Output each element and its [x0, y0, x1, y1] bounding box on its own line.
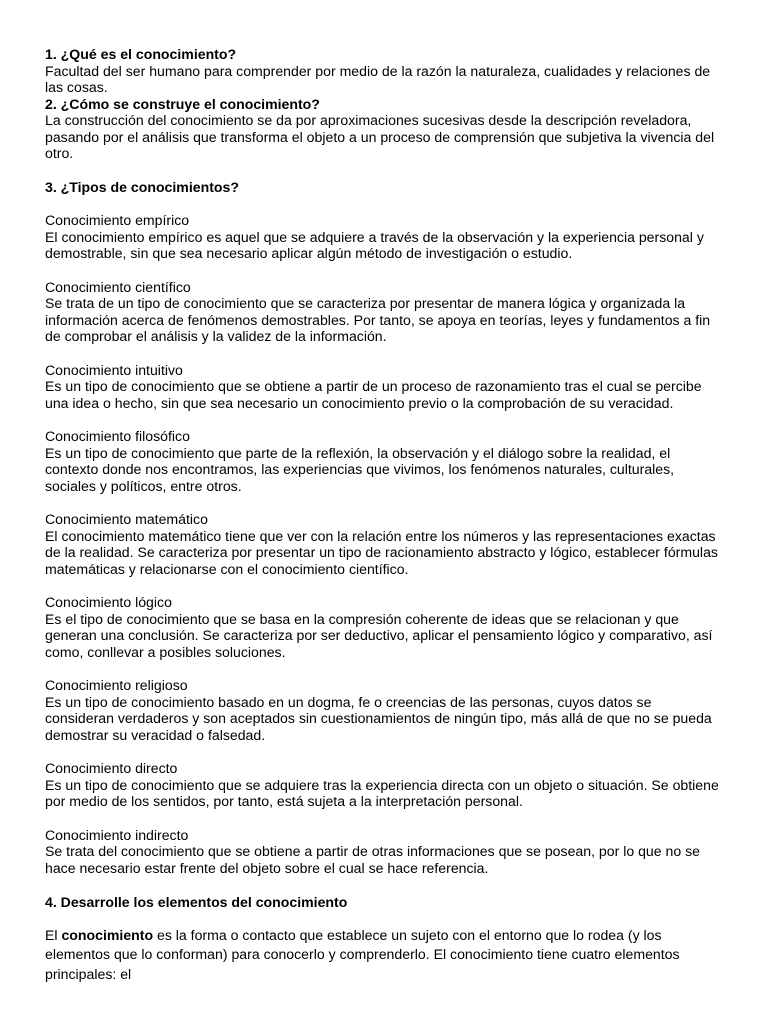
- knowledge-type-name: Conocimiento matemático: [45, 511, 208, 527]
- knowledge-type-name: Conocimiento empírico: [45, 212, 190, 228]
- intro-rest: es la forma o contacto que establece un sujeto con el entorno que lo rodea (y los elementos que lo conforman) para conocerlo y comprenderlo. El conocimiento tiene cuatro elementos principales: el: [45, 926, 680, 982]
- knowledge-type-description: Se trata de un tipo de conocimiento que se caracteriza por presentar de manera lógica y organizada la información acerca de fenómenos demostrables. Por tanto, se apoya en teorías, leyes y fundamentos a fin de comprobar el análisis y la validez de la información.: [45, 295, 711, 344]
- knowledge-type-name: Conocimiento filosófico: [45, 428, 190, 444]
- knowledge-type-religioso: [45, 677, 724, 743]
- knowledge-type-description: Es un tipo de conocimiento que se adquiere tras la experiencia directa con un objeto o situación. Se obtiene por medio de los sentidos, por tanto, está sujeta a la interpretación personal.: [45, 776, 719, 809]
- knowledge-type-description: Es un tipo de conocimiento que parte de la reflexión, la observación y el diálogo sobre la realidad, el contexto donde nos encontramos, las experiencias que vivimos, los fenómenos naturales, culturales, sociales y políticos, entre otros.: [45, 444, 675, 494]
- knowledge-type-description: Es el tipo de conocimiento que se basa en la compresión coherente de ideas que se relacionan y que generan una conclusión. Se caracteriza por ser deductivo, aplicar el pensamiento lógico y comparativo, así como, conllevar a posibles soluciones.: [45, 610, 713, 660]
- knowledge-type-description: Es un tipo de conocimiento basado en un dogma, fe o creencias de las personas, cuyos datos se consideran verdaderos y son aceptados sin cuestionamientos de ningún tipo, más allá de que no se pueda demostrar su veracidad o falsedad.: [45, 693, 712, 743]
- question-4-title: 4. Desarrolle los elementos del conocimiento: [45, 894, 348, 910]
- knowledge-type-logico: [45, 594, 724, 660]
- question-3-title: 3. ¿Tipos de conocimientos?: [45, 178, 239, 195]
- question-1-title: 1. ¿Qué es el conocimiento?: [45, 46, 237, 62]
- knowledge-type-filosofico: [45, 428, 724, 494]
- knowledge-type-name: Conocimiento científico: [45, 278, 191, 295]
- question-2-title: 2. ¿Cómo se construye el conocimiento?: [45, 95, 320, 112]
- intro-bold-term: conocimiento: [61, 926, 154, 943]
- knowledge-type-description: El conocimiento matemático tiene que ver con la relación entre los números y las representaciones exactas de la realidad. Se caracteriza por presentar un tipo de racionamiento abstracto y lógico, establecer fórmulas matemáticas y relacionarse con el conocimiento científico.: [45, 527, 718, 577]
- knowledge-type-name: Conocimiento religioso: [45, 677, 188, 693]
- knowledge-type-cientifico: [45, 279, 724, 345]
- knowledge-type-matematico: [45, 511, 724, 577]
- question-1-answer: Facultad del ser humano para comprender por medio de la razón la naturaleza, cualidades y relaciones de las cosas.: [45, 62, 711, 95]
- knowledge-type-description: El conocimiento empírico es aquel que se adquiere a través de la observación y la experiencia personal y demostrable, sin que sea necesario aplicar algún método de investigación o estudio.: [45, 228, 704, 261]
- knowledge-type-intuitivo: [45, 362, 724, 412]
- knowledge-type-name: Conocimiento directo: [45, 760, 178, 776]
- knowledge-type-description: Se trata del conocimiento que se obtiene a partir de otras informaciones que se posean, por lo que no se hace necesario estar frente del objeto sobre el cual se hace referencia.: [45, 843, 700, 876]
- question-2-answer: La construcción del conocimiento se da por aproximaciones sucesivas desde la descripción reveladora, pasando por el análisis que transforma el objeto a un proceso de comprensión que subjetiva la vivencia del otro.: [45, 112, 715, 161]
- knowledge-type-description: Es un tipo de conocimiento que se obtiene a partir de un proceso de razonamiento tras el cual se percibe una idea o hecho, sin que sea necesario un conocimiento previo o la comprobación de su veracidad.: [45, 378, 702, 411]
- intro-prefix: El: [45, 926, 62, 943]
- question-4-intro: [45, 926, 724, 985]
- knowledge-type-directo: [45, 760, 724, 810]
- knowledge-type-empirico: [45, 212, 724, 262]
- knowledge-type-name: Conocimiento indirecto: [45, 826, 189, 843]
- knowledge-type-name: Conocimiento lógico: [45, 594, 172, 610]
- knowledge-type-name: Conocimiento intuitivo: [45, 361, 183, 378]
- knowledge-type-indirecto: [45, 827, 724, 877]
